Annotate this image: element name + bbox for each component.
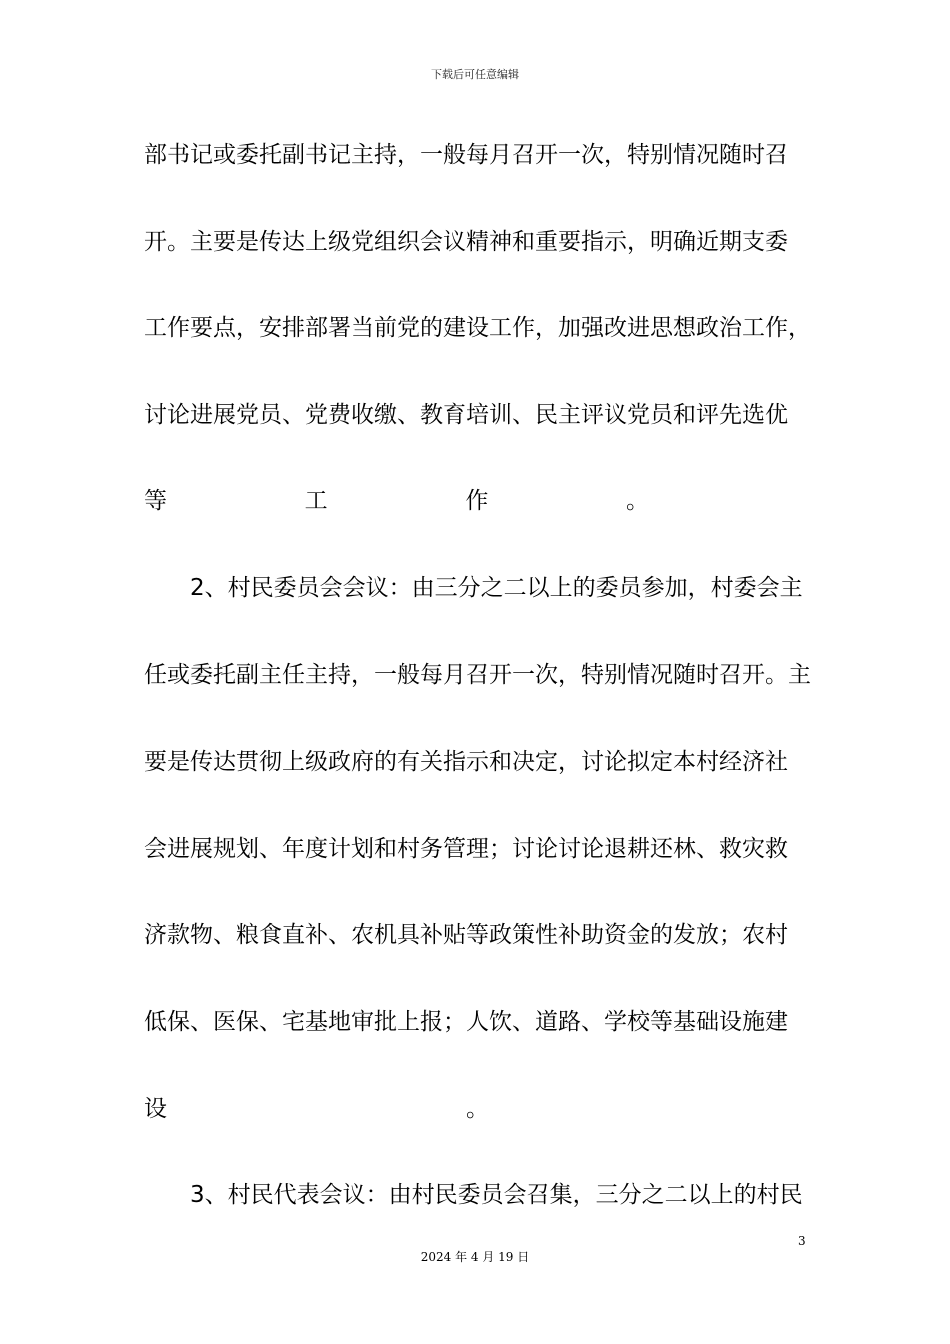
body-line: 会进展规划、年度计划和村务管理；讨论讨论退耕还林、救灾救 — [144, 836, 788, 862]
body-line: 济款物、粮食直补、农机具补贴等政策性补助资金的发放；农村 — [144, 922, 788, 948]
body-line: 要是传达贯彻上级政府的有关指示和决定，讨论拟定本村经济社 — [144, 749, 788, 775]
body-line: 任或委托副主任主持，一般每月召开一次，特别情况随时召开。主 — [144, 662, 811, 688]
justified-line — [144, 486, 649, 516]
justified-char: 作 — [465, 488, 489, 514]
body-line: 讨论进展党员、党费收缴、教育培训、民主评议党员和评先选优 — [144, 402, 788, 428]
justified-char: 。 — [625, 488, 649, 514]
footer-date: 2024 年 4 月 19 日 — [420, 1250, 530, 1264]
justified-char: 设 — [144, 1096, 167, 1122]
justified-line — [144, 1094, 489, 1124]
body-line: 低保、医保、宅基地审批上报；人饮、道路、学校等基础设施建 — [144, 1009, 788, 1035]
body-line: 部书记或委托副书记主持，一般每月召开一次，特别情况随时召 — [144, 142, 788, 168]
justified-char: 工 — [304, 488, 328, 514]
body-line: 开。主要是传达上级党组织会议精神和重要指示，明确近期支委 — [144, 229, 788, 255]
paragraph-first-line: 2、村民委员会会议：由三分之二以上的委员参加，村委会主 — [190, 575, 803, 601]
page-header-note: 下载后可任意编辑 — [431, 68, 519, 81]
justified-char: 等 — [144, 488, 167, 514]
page-number: 3 — [798, 1234, 806, 1248]
paragraph-first-line: 3、村民代表会议：由村民委员会召集，三分之二以上的村民 — [190, 1182, 803, 1208]
justified-char: 。 — [466, 1096, 489, 1122]
body-line: 工作要点，安排部署当前党的建设工作，加强改进思想政治工作， — [144, 315, 811, 341]
